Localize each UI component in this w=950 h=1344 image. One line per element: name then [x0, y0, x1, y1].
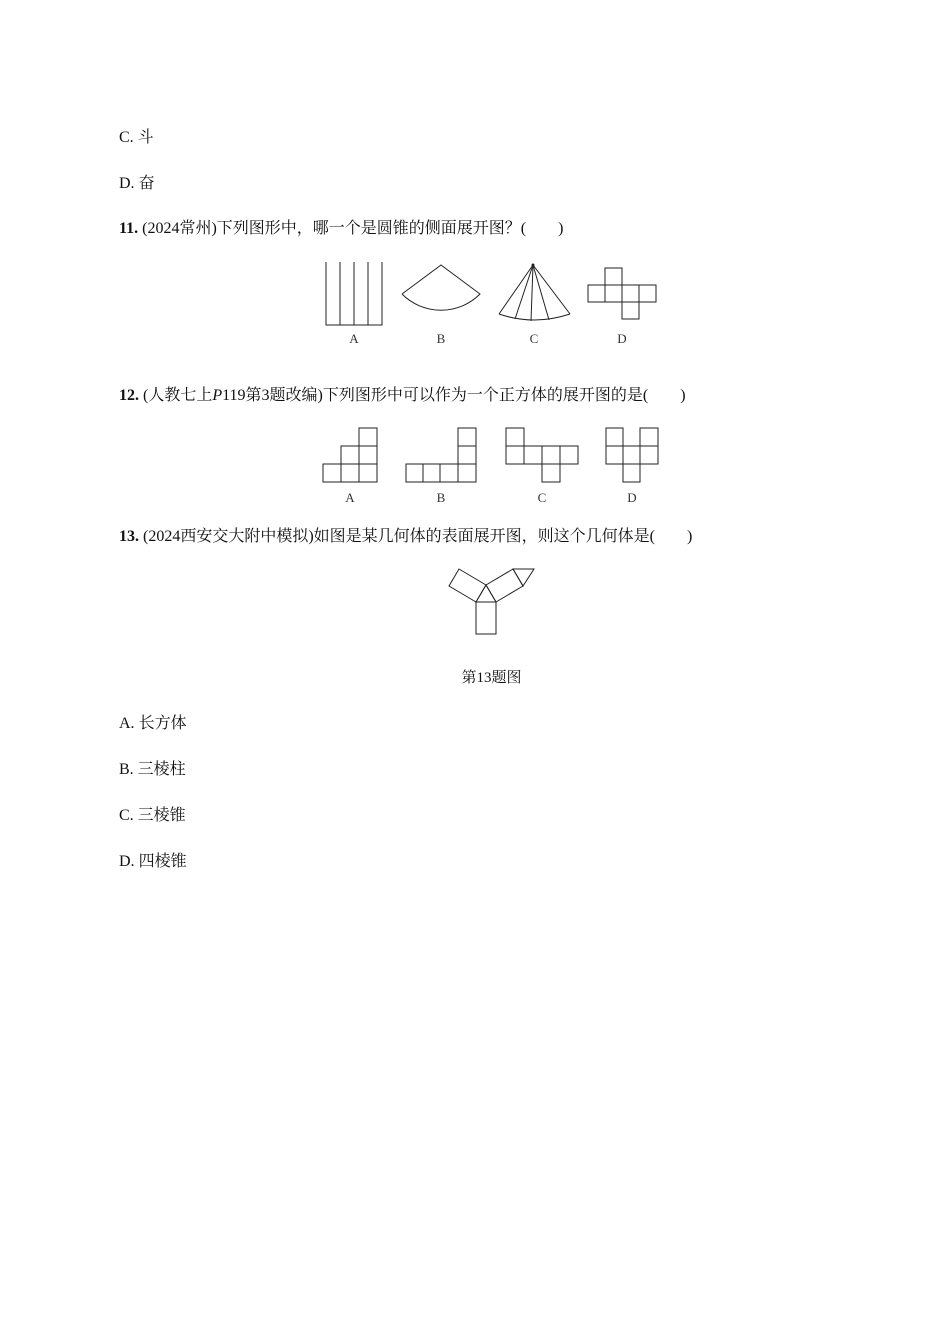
q12-label-a: A	[345, 490, 355, 505]
q13-end-triangle	[513, 569, 534, 586]
option-letter: D.	[119, 853, 135, 870]
q11-figure-a	[326, 262, 382, 346]
option-letter: D.	[119, 175, 135, 192]
option-text: 长方体	[138, 715, 187, 732]
question-text-after: 119第3题改编)下列图形中可以作为一个正方体的展开图的是( )	[222, 387, 686, 404]
option-b	[119, 760, 186, 780]
question-number: 12.	[119, 387, 139, 404]
q13-right-rect	[486, 569, 523, 602]
q13-left-rect	[449, 569, 486, 602]
q12-figure-b	[406, 428, 476, 505]
figure-caption: 第13题图	[461, 670, 522, 686]
option-a	[119, 714, 187, 734]
q11-label-c: C	[529, 331, 539, 346]
q12-label-d: D	[627, 490, 637, 505]
page-ref: P	[212, 387, 223, 404]
q11-label-b: B	[436, 331, 446, 346]
option-text: 三棱柱	[137, 761, 186, 778]
question-text: (2024常州)下列图形中，哪一个是圆锥的侧面展开图？( )	[142, 220, 564, 237]
question-number: 11.	[119, 220, 139, 237]
q12-figure-svg	[318, 422, 668, 508]
question-number: 13.	[119, 528, 139, 545]
option-letter: A.	[119, 715, 135, 732]
q12-label-b: B	[436, 490, 446, 505]
option-text: 四棱锥	[138, 853, 187, 870]
option-c	[119, 806, 186, 826]
q12-figure-d	[606, 428, 658, 505]
q11-label-a: A	[349, 331, 359, 346]
q11-label-d: D	[617, 331, 627, 346]
q11-figure-d	[588, 268, 656, 346]
question-12	[119, 386, 686, 406]
option-c-prev	[119, 128, 154, 148]
q13-net-svg	[440, 562, 550, 642]
question-13	[119, 527, 692, 547]
option-d	[119, 852, 187, 872]
q12-figure-a	[323, 428, 377, 505]
q12-figure-c	[506, 428, 578, 505]
question-text: (2024西安交大附中模拟)如图是某几何体的表面展开图，则这个几何体是( )	[143, 528, 693, 545]
q11-figure-c	[499, 264, 570, 347]
q11-figure	[318, 258, 668, 350]
question-11	[119, 219, 563, 239]
option-d-prev	[119, 174, 155, 194]
q13-center-triangle	[476, 585, 496, 602]
question-text-before: (人教七上	[143, 387, 213, 404]
option-text: 斗	[137, 129, 154, 146]
option-text: 奋	[138, 175, 155, 192]
q11-figure-svg	[318, 258, 668, 350]
q13-bottom-rect	[476, 602, 496, 634]
q12-label-c: C	[537, 490, 547, 505]
option-text: 三棱锥	[137, 807, 186, 824]
q11-figure-b	[402, 265, 480, 346]
q13-figure	[440, 562, 550, 642]
q12-figure	[318, 422, 668, 508]
option-letter: C.	[119, 129, 134, 146]
option-letter: C.	[119, 807, 134, 824]
option-letter: B.	[119, 761, 134, 778]
